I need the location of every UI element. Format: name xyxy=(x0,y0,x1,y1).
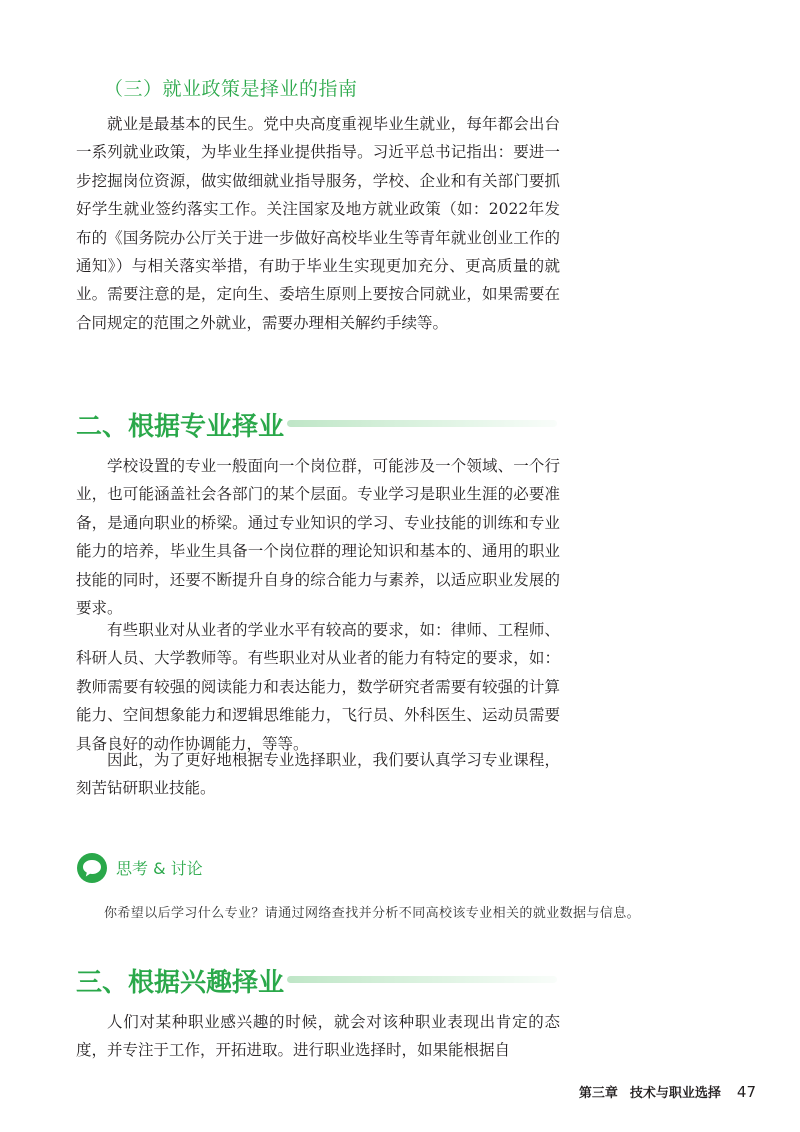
page-footer xyxy=(579,1082,756,1101)
section-2-heading: 二、根据专业择业 xyxy=(76,412,285,442)
section-3-rule xyxy=(287,976,557,983)
major-paragraph-1: 学校设置的专业一般面向一个岗位群，可能涉及一个领域、一个行业，也可能涵盖社会各部门的某个层面。专业学习是职业生涯的必要准备，是通向职业的桥梁。通过专业知识的学习、专业技能的训练和专业能力的培养，毕业生具备一个岗位群的理论知识和基本的、通用的职业技能的同时，还要不断提升自身的综合能力与素养，以适应职业发展的要求。 xyxy=(76,457,560,618)
section-2-rule xyxy=(287,420,557,427)
footer-chapter: 第三章 xyxy=(578,1086,618,1101)
discussion-title: 思考 & 讨论 xyxy=(116,859,203,878)
interest-paragraph: 人们对某种职业感兴趣的时候，就会对该种职业表现出肯定的态度，并专注于工作，开拓进取。进行职业选择时，如果能根据自 xyxy=(76,1013,560,1060)
policy-paragraph: 就业是最基本的民生。党中央高度重视毕业生就业，每年都会出台一系列就业政策，为毕业生择业提供指导。习近平总书记指出：要进一步挖掘岗位资源，做实做细就业指导服务，学校、企业和有关部门要抓好学生就业签约落实工作。关注国家及地方就业政策（如：2022年发布的《国务院办公厅关于进一步做好高校毕业生等青年就业创业工作的通知》）与相关落实举措，有助于毕业生实现更加充分、更高质量的就业。需要注意的是，定向生、委培生原则上要按合同就业，如果需要在合同规定的范围之外就业，需要办理相关解约手续等。 xyxy=(76,115,560,332)
sub-section-title: （三）就业政策是择业的指南 xyxy=(104,78,358,100)
section-3-heading: 三、根据兴趣择业 xyxy=(76,968,285,998)
speech-bubble-icon xyxy=(76,852,108,884)
page-number: 47 xyxy=(736,1083,756,1101)
major-paragraph-2: 有些职业对从业者的学业水平有较高的要求，如：律师、工程师、科研人员、大学教师等。有些职业对从业者的能力有特定的要求，如：教师需要有较强的阅读能力和表达能力，数学研究者需要有较强的计算能力、空间想象能力和逻辑思维能力，飞行员、外科医生、运动员需要具备良好的动作协调能力，等等。 xyxy=(76,621,560,753)
footer-chapter-title: 技术与职业选择 xyxy=(629,1086,721,1101)
discussion-text: 你希望以后学习什么专业？请通过网络查找并分析不同高校该专业相关的就业数据与信息。 xyxy=(104,906,641,921)
major-paragraph-3: 因此，为了更好地根据专业选择职业，我们要认真学习专业课程，刻苦钻研职业技能。 xyxy=(76,751,560,798)
